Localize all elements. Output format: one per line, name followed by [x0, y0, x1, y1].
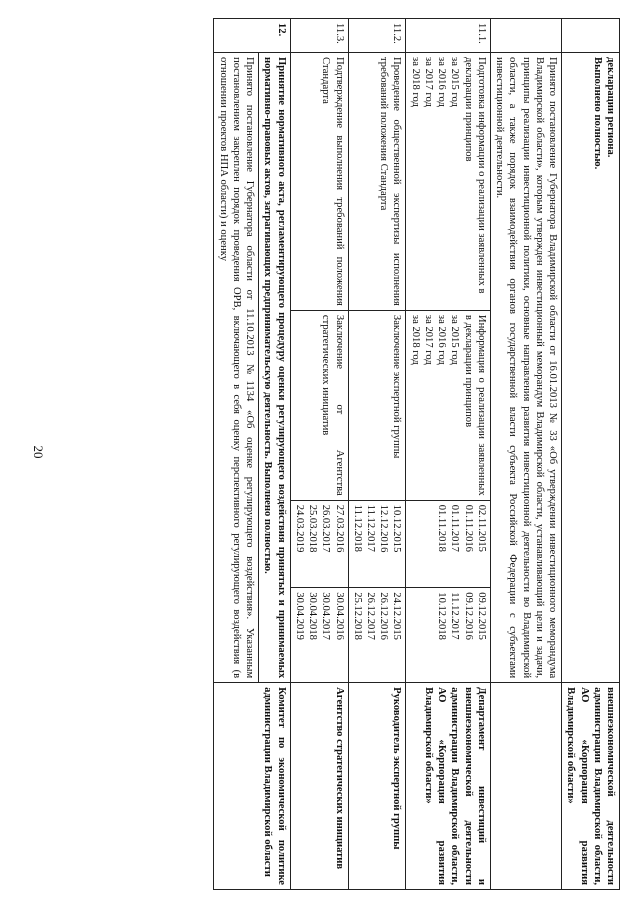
table-row: [348, 19, 406, 890]
end-date: 11.12.2017: [449, 592, 461, 640]
row-document: Заключение экспертной группы: [348, 310, 406, 500]
row-document: Заключение от Агентства стратегических инициатив: [290, 310, 348, 500]
row-title-cell: [406, 53, 490, 311]
table-row-header: [562, 19, 620, 890]
cell-empty: [562, 19, 620, 53]
page-number: 20: [31, 445, 46, 459]
row-responsible: Комитет по экономической политике администрации Владимирской области: [214, 683, 290, 890]
end-date: 30.04.2016: [333, 592, 345, 640]
row-number: 11.2.: [348, 19, 406, 53]
end-date: 26.12.2017: [365, 592, 377, 640]
row-responsible: Департамент инвестиций и внешнеэкономической деятельности администрации Владимирской области, АО «Корпорация развития Владимирской области»: [406, 683, 490, 890]
row-document-cell: [406, 310, 490, 500]
end-date: 25.12.2018: [351, 592, 363, 640]
rotated-table-wrapper: [50, 18, 620, 890]
start-date: 11.12.2018: [351, 504, 363, 552]
row-start-dates: [406, 500, 490, 588]
row-number: 11.1.: [406, 19, 490, 53]
header-responsible: внешнеэкономической деятельности администрации Владимирской области, АО «Корпорация развития Владимирской области»: [562, 683, 620, 890]
end-date: 30.04.2019: [293, 592, 305, 640]
start-date: 01.11.2016: [462, 504, 474, 552]
table-row: [406, 19, 490, 890]
start-date: 12.12.2016: [378, 504, 390, 553]
start-date: 11.12.2017: [365, 504, 377, 552]
cell-empty: [490, 683, 561, 890]
rotated-page-area: [50, 18, 620, 890]
end-date: 10.12.2018: [436, 592, 448, 640]
table-row-12: [259, 19, 290, 890]
start-date: 01.11.2017: [449, 504, 461, 552]
header-text: декларации региона.: [605, 57, 616, 158]
end-date: 30.04.2018: [307, 592, 319, 640]
cell-empty: [490, 19, 561, 53]
row-document-year: за 2016 год: [436, 314, 448, 365]
row-responsible: Агентство стратегических инициатив: [290, 683, 348, 890]
end-date: 26.12.2016: [378, 592, 390, 640]
row-number: 12.: [214, 19, 290, 53]
row-document-year: за 2017 год: [422, 314, 434, 365]
table-row: [290, 19, 348, 890]
row-year: за 2016 год: [436, 57, 448, 107]
row-start-dates: [348, 500, 406, 588]
row-title: Подтверждение выполнения требований положения Стандарта: [290, 53, 348, 311]
plan-table: [213, 18, 620, 890]
start-date: 26.03.2017: [320, 504, 332, 553]
start-date: 25.03.2018: [307, 504, 319, 553]
start-date: 27.03.2016: [333, 504, 345, 553]
row-year: за 2018 год: [409, 57, 421, 107]
start-date: 10.12.2015: [391, 504, 403, 553]
row-responsible: Руководитель экспертной группы: [348, 683, 406, 890]
end-date: 24.12.2015: [391, 592, 403, 640]
row-end-dates: [406, 588, 490, 683]
row-title: Подготовка информации о реализации заявленных в декларации принципов: [462, 57, 487, 294]
end-date: 09.12.2016: [462, 592, 474, 640]
row-end-dates: [348, 588, 406, 683]
table-row-intro: [490, 19, 561, 890]
start-date: 01.11.2018: [436, 504, 448, 552]
row-start-dates: [290, 500, 348, 588]
row-document: Информация о реализации заявленных в декларации принципов: [462, 314, 487, 496]
row-document-year: за 2015 год: [449, 314, 461, 365]
row-year: за 2017 год: [422, 57, 434, 107]
row-title: Принятие нормативного акта, регламентирующего процедуру оценки регулирующего воздействия принятых и принимаемых нормативно-правовых актов, затрагивающих предпринимательскую деятельность. Выполнено полностью.: [259, 53, 290, 683]
row-document-year: за 2018 год: [409, 314, 421, 365]
intro-text: Принято постановление Губернатора Владимирской области от 16.01.2013 № 33 «Об утверждении инвестиционного меморандума Владимирской области», которым утвержден инвестиционный меморандум Владимирской области, устанавливающий цели и задачи, принципы реализации инвестиционной политики, основные направления развития инвестиционной деятельности во Владимирской области, а также порядок взаимодействия органов государственной власти субъекта Российской Федерации с субъектами инвестиционной деятельности.: [490, 53, 561, 683]
row-title: Проведение общественной экспертизы исполнения требований положения Стандарта: [348, 53, 406, 311]
row-end-dates: [290, 588, 348, 683]
start-date: 02.11.2015: [475, 504, 487, 552]
header-status: Выполнено полностью.: [591, 57, 603, 170]
header-text-cell: [562, 53, 620, 683]
row-year: за 2015 год: [449, 57, 461, 107]
row-number: 11.3.: [290, 19, 348, 53]
end-date: 09.12.2015: [475, 592, 487, 640]
end-date: 30.04.2017: [320, 592, 332, 640]
start-date: 24.03.2019: [293, 504, 305, 553]
row-text: Принято постановление Губернатора области от 11.10.2013 №1134 «Об оценке регулирующего воздействия». Указанным постановлением закреплен порядок проведения ОРВ, включающего в себя оценку перспективного регулирующего воздействия (в отношении проектов НПА области) и оценку: [214, 53, 259, 683]
